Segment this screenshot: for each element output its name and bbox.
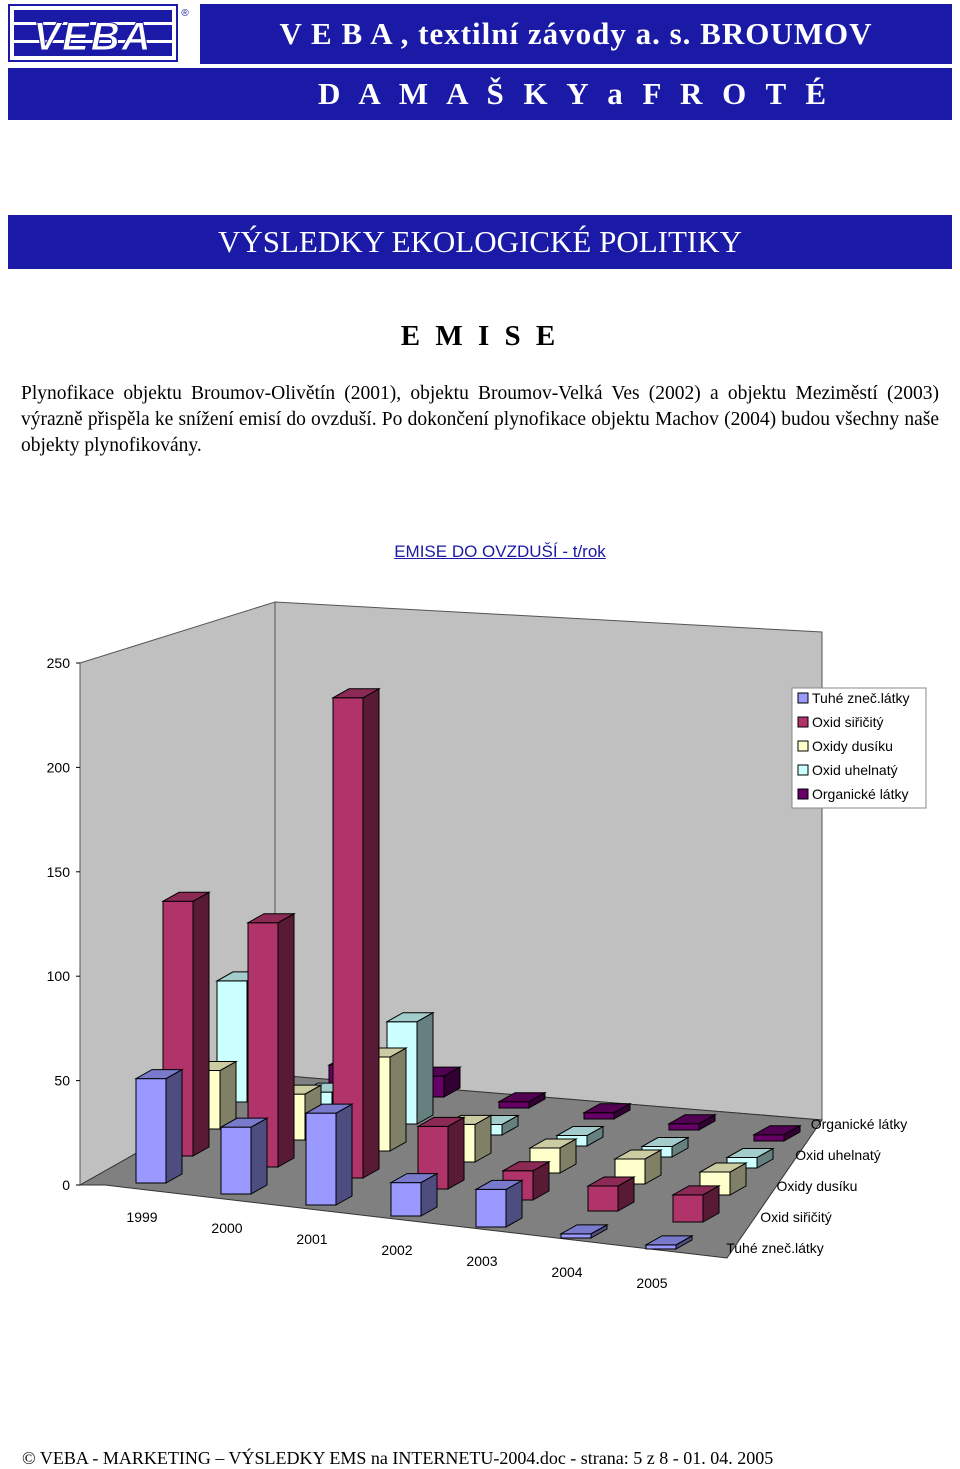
x-tick-label-1999: 1999 [126,1209,158,1225]
y-tick-label: 150 [46,863,70,880]
intro-paragraph [21,381,939,459]
company-name: V E B A , textilní závody a. s. BROUMOV [279,16,873,51]
products-text: D A M A Š K Y a F R O T É [317,76,833,111]
bar-tuhe-znec-latky-1999 [136,1070,182,1183]
section-banner [8,215,952,269]
depth-axis-label: Organické látky [810,1116,908,1132]
bar-tuhe-znec-latky-2001 [306,1104,352,1205]
legend-swatch [798,741,808,751]
footer: © VEBA - MARKETING – VÝSLEDKY EMS na INTERNETU-2004.doc - strana: 5 z 8 - 01. 04. 2005 [22,1448,774,1468]
y-tick-label: 250 [46,655,70,671]
depth-axis-label: Oxid siřičitý [760,1209,832,1225]
depth-axis-label: Oxid uhelnatý [795,1147,881,1163]
x-tick-label-2001: 2001 [296,1231,328,1247]
legend-label: Oxid siřičitý [812,714,884,730]
bar-oxid-siricity-2004 [588,1177,634,1211]
svg-text:VEBA: VEBA [33,15,153,59]
company-banner [200,4,952,64]
veba-logo [8,4,194,62]
legend-swatch [798,717,808,727]
x-tick-label-2002: 2002 [381,1242,413,1258]
bar-tuhe-znec-latky-2003 [476,1180,522,1227]
legend-label: Organické látky [812,786,909,802]
y-tick-label: 50 [54,1072,70,1089]
legend-label: Oxid uhelnatý [812,762,898,778]
intro-text: Plynofikace objektu Broumov-Olivětín (2001), objektu Broumov-Velká Ves (2002) a objektu Meziměstí (2003) výrazně přispěla ke snížení emisí do ovzduší. Po dokončení plynofikace objektu Machov (2004) budou všechny naše objekty plynofikovány. [21,383,939,456]
chart-title: EMISE DO OVZDUŠÍ - t/rok [394,542,606,561]
products-banner [8,68,952,120]
x-tick-label-2005: 2005 [636,1275,668,1291]
legend-swatch [798,693,808,703]
bar-tuhe-znec-latky-2000 [221,1118,267,1194]
emissions-3d-bar-chart [0,590,960,1350]
page-heading: E M I S E [400,320,560,352]
y-tick-label: 0 [62,1177,70,1193]
y-tick-label: 100 [46,968,70,985]
legend-swatch [798,765,808,775]
depth-axis-label: Tuhé zneč.látky [726,1240,824,1256]
x-tick-label-2003: 2003 [466,1253,498,1269]
section-title: VÝSLEDKY EKOLOGICKÉ POLITIKY [217,224,743,259]
legend-label: Tuhé zneč.látky [812,690,910,706]
legend-swatch [798,789,808,799]
y-tick-label: 200 [46,759,70,776]
x-tick-label-2000: 2000 [211,1220,243,1236]
x-tick-label-2004: 2004 [551,1264,583,1280]
bar-tuhe-znec-latky-2002 [391,1174,437,1216]
bar-oxid-siricity-2005 [673,1186,719,1222]
depth-axis-label: Oxidy dusíku [776,1178,858,1194]
legend-label: Oxidy dusíku [812,738,893,754]
svg-text:®: ® [181,8,189,19]
